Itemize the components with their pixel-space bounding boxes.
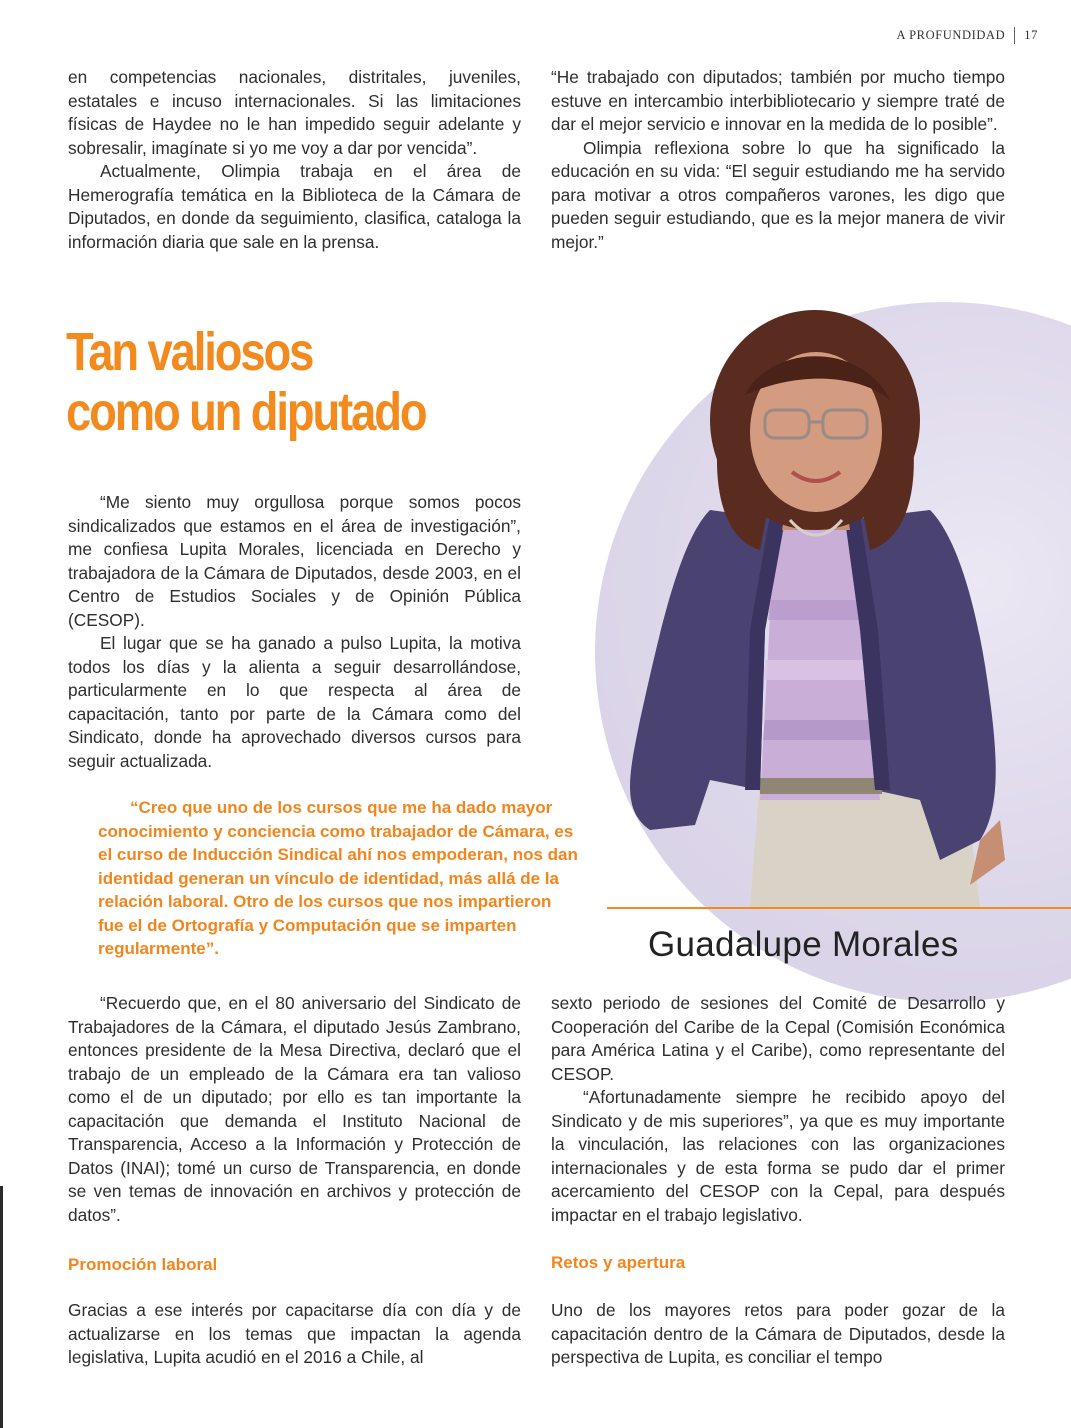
last-right-column: [551, 1299, 1005, 1370]
subheading-promocion: Promoción laboral: [68, 1255, 218, 1274]
title-line-2: como un diputado: [66, 382, 426, 442]
paragraph: Gracias a ese interés por capacitarse día con día y de actualizarse en los temas que impactan la agenda legislativa, Lupita acudió en el 2016 a Chile, al: [68, 1300, 521, 1367]
intro-column: [68, 491, 521, 773]
title-line-1: Tan valiosos: [66, 322, 313, 382]
last-left-column: [68, 1299, 521, 1370]
paragraph: Olimpia reflexiona sobre lo que ha significado la educación en su vida: “El seguir estudiando me ha servido para motivar a otros compañeros varones, les digo que pueden seguir estudiando, que es la mejor manera de vivir mejor.”: [551, 137, 1005, 252]
paragraph: “Me siento muy orgullosa porque somos pocos sindicalizados que estamos en el área de investigación”, me confiesa Lupita Morales, licenciada en Derecho y trabajadora de la Cámara de Diputados, desde 2003, en el Centro de Estudios Sociales y de Opinión Pública (CESOP).: [68, 492, 521, 630]
paragraph: Uno de los mayores retos para poder gozar de la capacitación dentro de la Cámara de Diputados, desde la perspectiva de Lupita, es conciliar el tempo: [551, 1300, 1005, 1367]
paragraph: “Afortunadamente siempre he recibido apoyo del Sindicato y de mis superiores”, ya que es muy importante la vinculación, las relaciones con las organizaciones internacionales y de esta forma se pudo dar el primer acercamiento del CESOP con la Cepal, para después impactar en el trabajo legislativo.: [551, 1087, 1005, 1225]
page-number: 17: [1024, 28, 1038, 42]
caption-rule: [607, 907, 1071, 909]
paragraph: El lugar que se ha ganado a pulso Lupita, la motiva todos los días y la alienta a seguir desarrollándose, particularmente en lo que respecta al área de capacitación, tanto por parte de la Cámara como del Sindicato, donde ha aprovechado diversos cursos para seguir actualizada.: [68, 633, 521, 771]
paragraph: en competencias nacionales, distritales, juveniles, estatales e incuso internacionales. Si las limitaciones físicas de Haydee no le han impedido seguir adelante y sobresalir, imagínate si yo me voy a dar por vencida”.: [68, 67, 521, 158]
header-divider: [1014, 27, 1015, 44]
bottom-left-column: [68, 992, 521, 1227]
article-title: [66, 322, 486, 442]
section-name: A PROFUNDIDAD: [896, 28, 1006, 42]
paragraph: “He trabajado con diputados; también por mucho tiempo estuve en intercambio interbibliotecario y siempre traté de dar el mejor servicio e innovar en la medida de lo posible”.: [551, 67, 1005, 134]
pull-quote: [98, 796, 580, 961]
pull-quote-text: “Creo que uno de los cursos que me ha dado mayor conocimiento y conciencia como trabajador de Cámara, es el curso de Inducción Sindical ahí nos empoderan, nos dan identidad generan un vínculo de identidad, más allá de la relación laboral. Otro de los cursos que nos impartieron fue el de Ortografía y Computación que se imparten regularmente”.: [98, 798, 578, 958]
photo-caption: Guadalupe Morales: [648, 925, 959, 964]
paragraph: Actualmente, Olimpia trabaja en el área de Hemerografía temática en la Biblioteca de la Cámara de Diputados, en donde da seguimiento, clasifica, cataloga la información diaria que sale en la prensa.: [68, 161, 521, 252]
page-edge-mark: [0, 1186, 3, 1428]
bottom-right-column: [551, 992, 1005, 1227]
paragraph: sexto periodo de sesiones del Comité de Desarrollo y Cooperación del Caribe de la Cepal (Comisión Económica para América Latina y el Caribe), como representante del CESOP.: [551, 993, 1005, 1084]
subheading-retos: Retos y apertura: [551, 1253, 686, 1272]
top-left-column: [68, 66, 521, 254]
portrait-illustration: [560, 300, 1071, 908]
portrait-photo: [560, 300, 1071, 908]
running-head: [896, 27, 1038, 44]
paragraph: “Recuerdo que, en el 80 aniversario del Sindicato de Trabajadores de la Cámara, el diputado Jesús Zambrano, entonces presidente de la Mesa Directiva, declaró que el trabajo de un empleado de la Cámara era tan valioso como el de un diputado; por ello es tan importante la capacitación que demanda el Instituto Nacional de Transparencia, Acceso a la Información y Protección de Datos (INAI); tomé un curso de Transparencia, en donde se ven temas de innovación en archivos y protección de datos”.: [68, 993, 521, 1225]
top-right-column: [551, 66, 1005, 254]
